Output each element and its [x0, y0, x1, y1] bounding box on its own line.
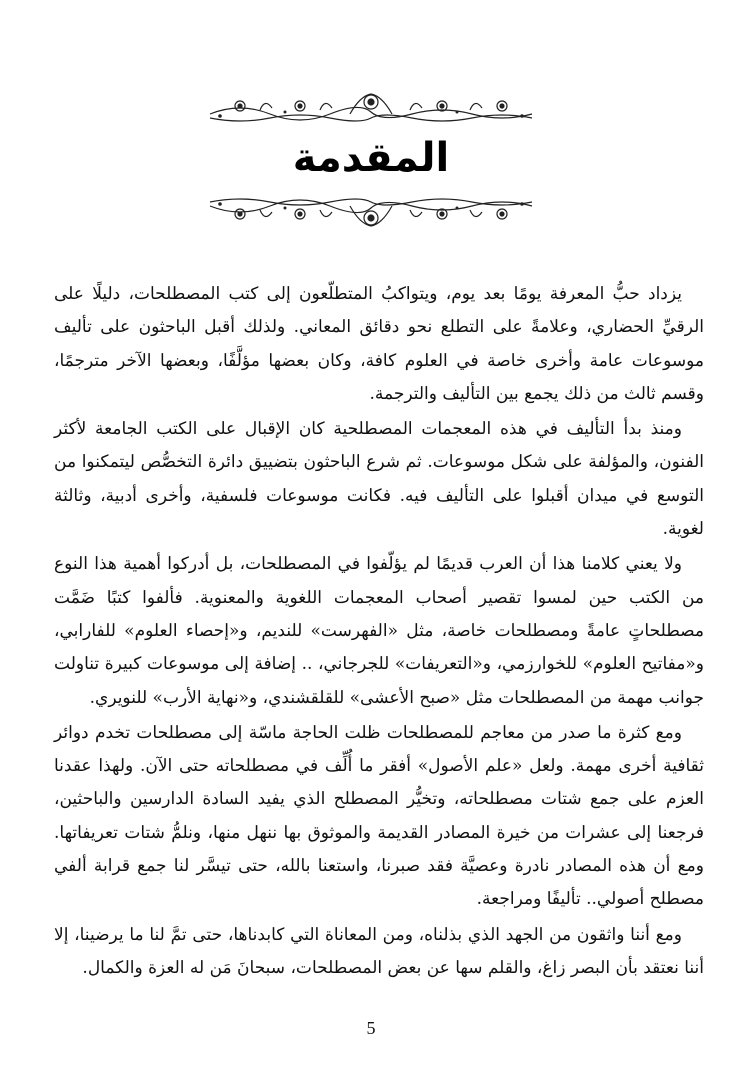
paragraph: ومع كثرة ما صدر من معاجم للمصطلحات ظلت الحاجة ماسّة إلى مصطلحات تخدم دوائر ثقافية أخرى مهمة. ولعل «علم الأصول» أفقر ما أُلِّف في مصطلحاته حتى الآن. ولهذا عقدنا العزم على جمع شتات مصطلحاته، وتخيُّر المصطلح الذي يفيد السادة الدارسين والباحثين، فرجعنا إلى عشرات من خيرة المصادر القديمة والموثوق بها ننهل منها، ونلمُّ شتات تعريفاتها. ومع أن هذه المصادر نادرة وعصيَّة فقد صبرنا، واستعنا بالله، حتى تيسَّر لنا جمع قرابة ألفي مصطلح أصولي.. تأليفًا ومراجعة.: [54, 722, 704, 910]
paragraph: يزداد حبُّ المعرفة يومًا بعد يوم، ويتواكبُ المتطلّعون إلى كتب المصطلحات، دليلًا على الرقيِّ الحضاري، وعلامةً على التطلع نحو دقائق المعاني. ولذلك أقبل الباحثون على تأليف موسوعات عامة وأخرى خاصة في العلوم كافة، وكان بعضها مؤلَّفًا، وبعضها الآخر مترجمًا، وقسم ثالث من ذلك يجمع بين التأليف والترجمة.: [54, 284, 704, 404]
bottom-ornament-icon: [200, 192, 542, 232]
page-number: 5: [366, 1018, 376, 1038]
body-text: [54, 278, 704, 987]
page-title: المقدمة: [292, 135, 450, 181]
top-ornament-icon: [200, 88, 542, 128]
paragraph: ومنذ بدأ التأليف في هذه المعجمات المصطلحية كان الإقبال على الكتب الجامعة لأكثر الفنون، والمؤلفة على شكل موسوعات. ثم شرع الباحثون بتضييق دائرة التخصُّص ليتمكنوا من التوسع في ميدان أقبلوا على التأليف فيه. فكانت موسوعات فلسفية، وأخرى أدبية، وثالثة لغوية.: [54, 419, 704, 540]
paragraph: ولا يعني كلامنا هذا أن العرب قديمًا لم يؤلّفوا في المصطلحات، بل أدركوا أهمية هذا النوع من الكتب حين لمسوا تقصير أصحاب المعجمات اللغوية والمعنوية. فألفوا كتبًا ضَمَّت مصطلحاتٍ عامةً ومصطلحات خاصة، مثل «الفهرست» للنديم، و«إحصاء العلوم» للفارابي، و«مفاتيح العلوم» للخوارزمي، و«التعريفات» للجرجاني، .. إضافة إلى موسوعات كبيرة تناولت جوانب مهمة من المصطلحات مثل «صبح الأعشى» للقلقشندي، و«نهاية الأرب» للنويري.: [54, 554, 704, 708]
paragraph: ومع أننا واثقون من الجهد الذي بذلناه، ومن المعاناة التي كابدناها، حتى تمَّ لنا ما يرضينا، إلا أننا نعتقد بأن البصر زاغ، والقلم سها عن بعض المصطلحات، سبحانَ مَن له العزة والكمال.: [54, 924, 704, 978]
